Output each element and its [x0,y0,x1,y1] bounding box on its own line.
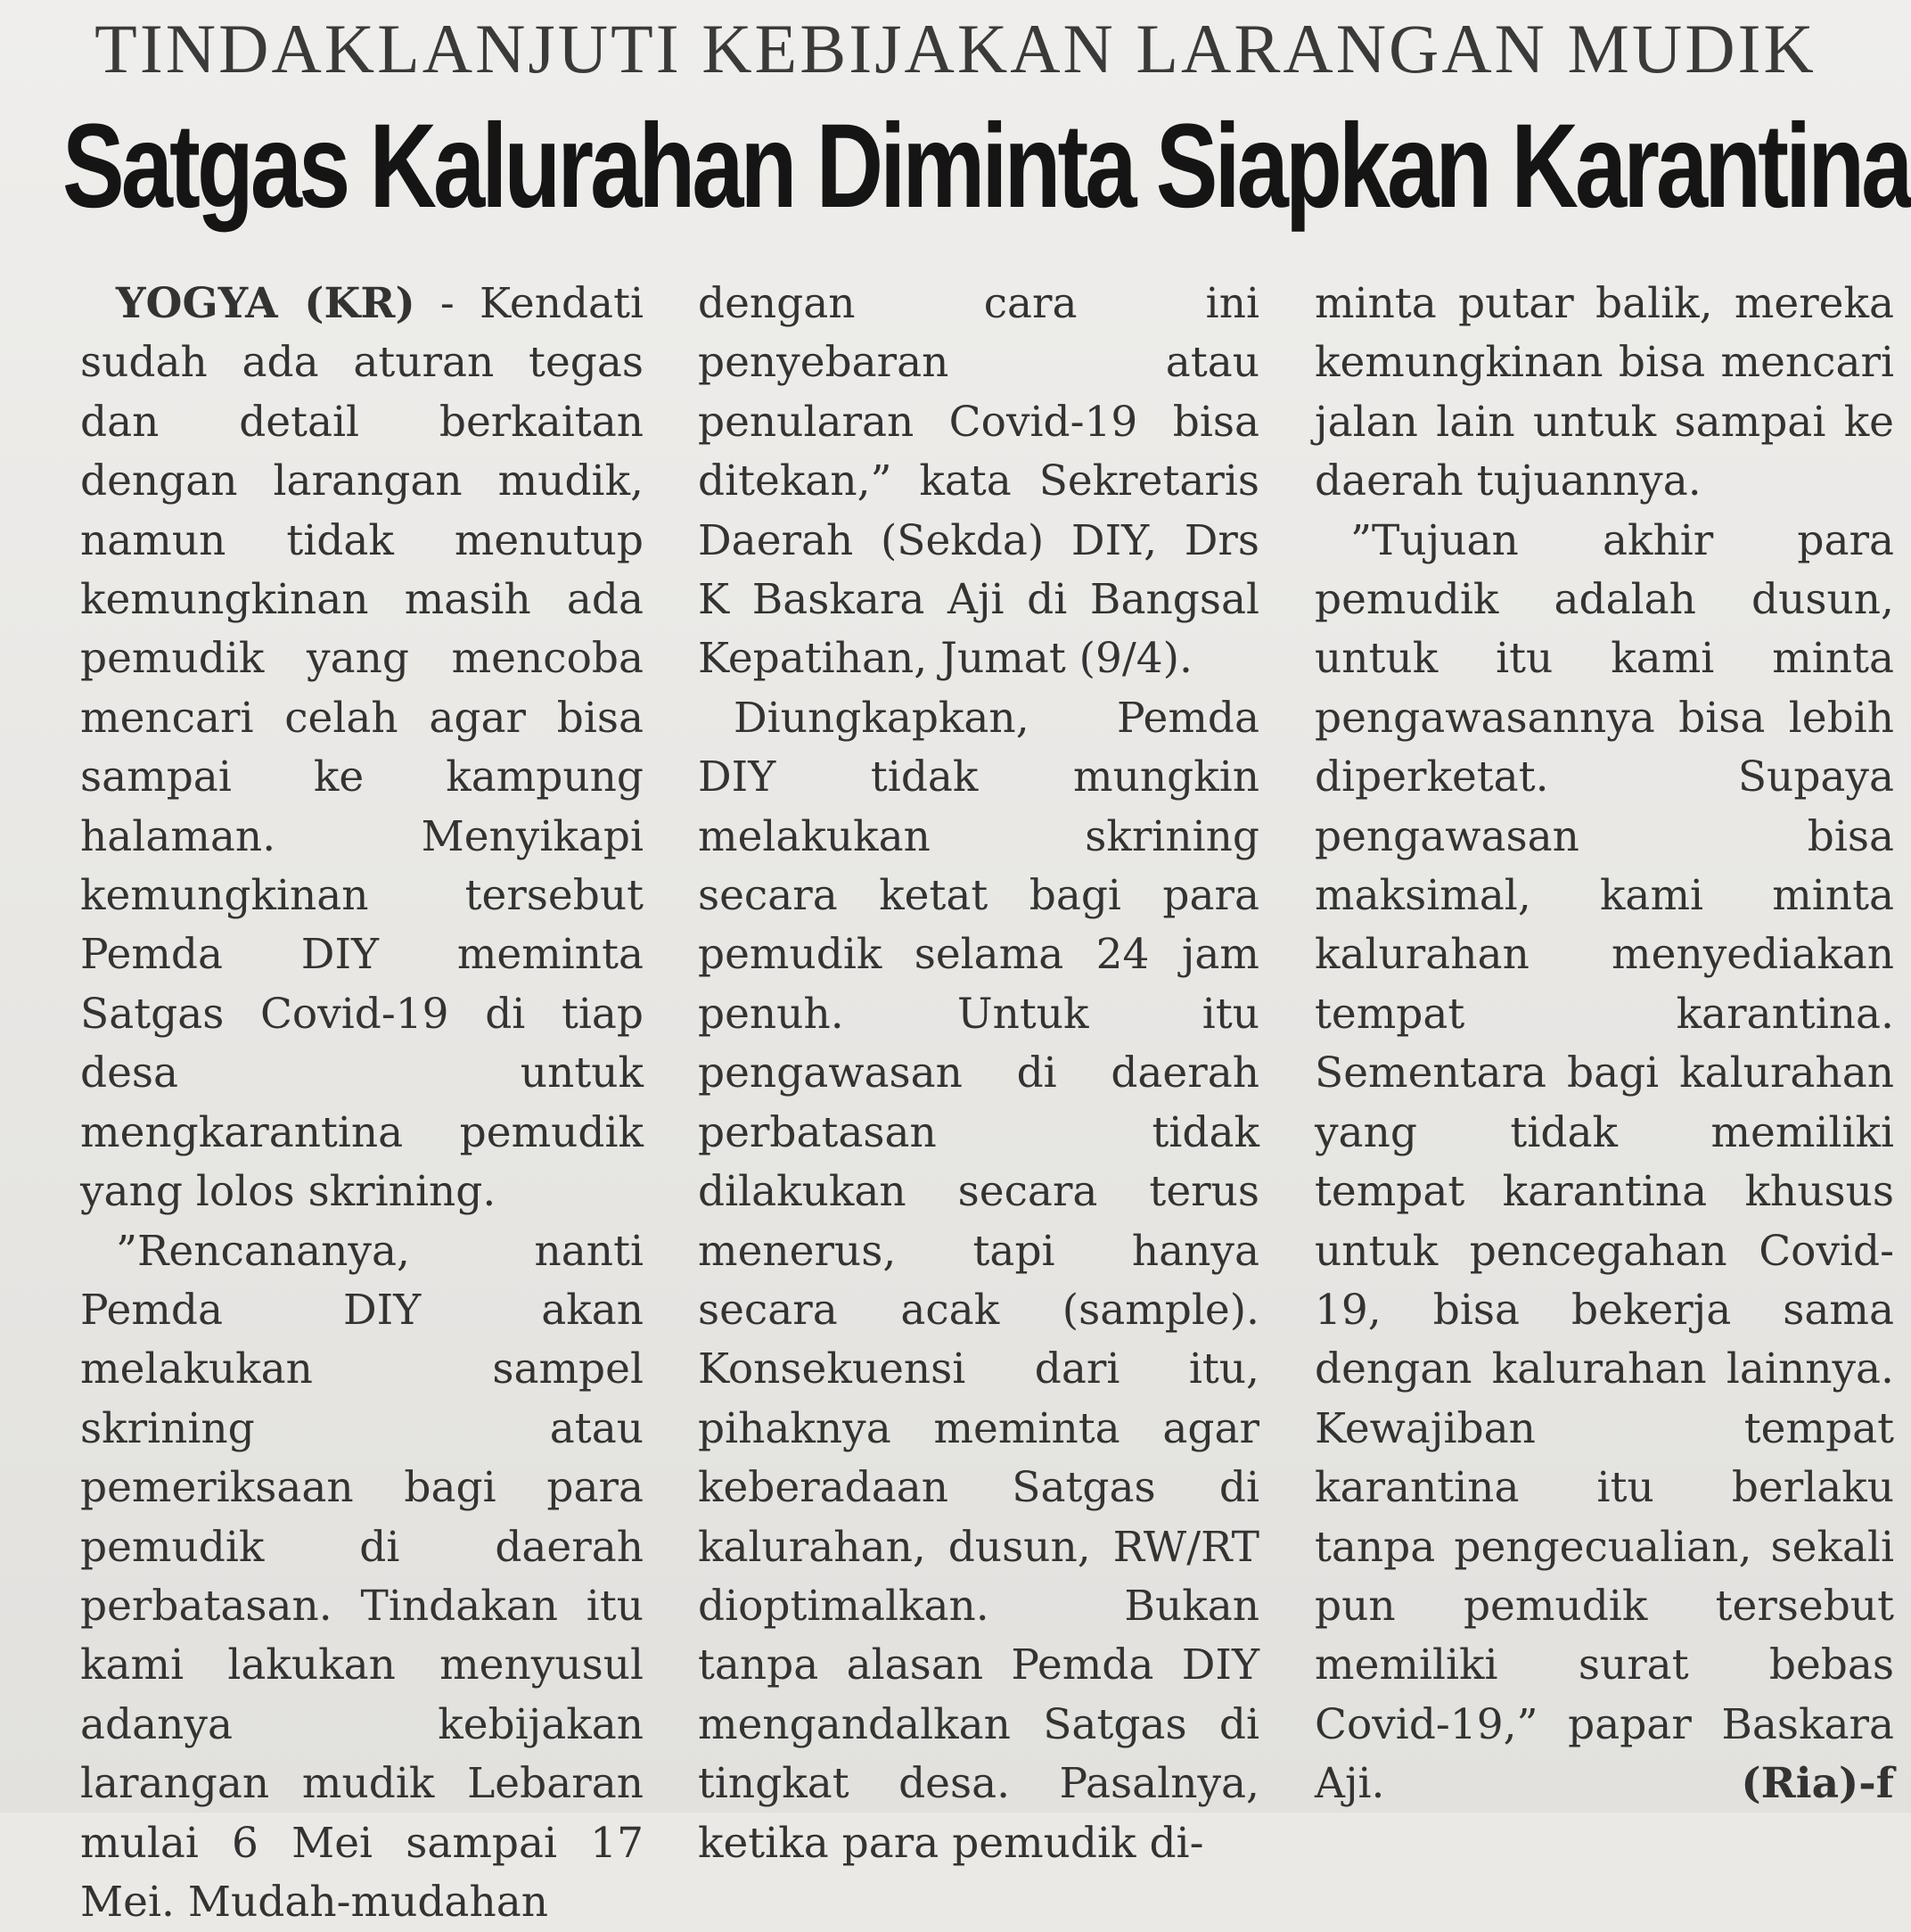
kicker-headline: TINDAKLANJUTI KEBIJAKAN LARANGAN MUDIK [0,9,1911,89]
article-column-2 [698,275,1259,1873]
paragraph: minta putar balik, mereka kemungkinan bisa mencari jalan lain untuk sampai ke daerah tujuannya. [1315,275,1894,512]
author-credit: (Ria)-f [1705,1755,1894,1813]
paragraph: Diungkapkan, Pemda DIY tidak mungkin melakukan skrining secara ketat bagi para pemudik selama 24 jam penuh. Untuk itu pengawasan di daerah perbatasan tidak dilakukan secara terus menerus, tapi hanya secara acak (sample). Konsekuensi dari itu, pihaknya meminta agar keberadaan Satgas di kalurahan, dusun, RW/RT dioptimalkan. Bukan tanpa alasan Pemda DIY mengandalkan Satgas di tingkat desa. Pasalnya, ketika para pemudik di- [698,689,1259,1873]
paragraph [1315,512,1894,1814]
paragraph [80,275,644,1222]
paragraph: dengan cara ini penyebaran atau penularan Covid-19 bisa ditekan,” kata Sekretaris Daerah (Sekda) DIY, Drs K Baskara Aji di Bangsal Kepatihan, Jumat (9/4). [698,275,1259,689]
dateline: YOGYA (KR) [116,279,415,328]
paragraph-text: ”Tujuan akhir para pemudik adalah dusun, untuk itu kami minta pengawasannya bisa lebih diperketat. Supaya pengawasan bisa maksimal, kami minta kalurahan menyediakan tempat karantina. Sementara bagi kalurahan yang tidak memiliki tempat karantina khusus untuk pencegahan Covid-19, bisa bekerja sama dengan kalurahan lainnya. Kewajiban tempat karantina itu berlaku tanpa pengecualian, sekali pun pemudik tersebut memiliki surat bebas Covid-19,” papar Baskara Aji. [1315,516,1894,1809]
paragraph-text: - Kendati sudah ada aturan tegas dan detail berkaitan dengan larangan mudik, namun tidak menutup kemungkinan masih ada pemudik yang mencoba mencari celah agar bisa sampai ke kampung halaman. Menyikapi kemungkinan tersebut Pemda DIY meminta Satgas Covid-19 di tiap desa untuk mengkarantina pemudik yang lolos skrining. [80,279,644,1216]
paragraph: ”Rencananya, nanti Pemda DIY akan melakukan sampel skrining atau pemeriksaan bagi para pemudik di daerah perbatasan. Tindakan itu kami lakukan menyusul adanya kebijakan larangan mudik Lebaran mulai 6 Mei sampai 17 Mei. Mudah-mudahan [80,1222,644,1932]
main-headline: Satgas Kalurahan Diminta Siapkan Karantina [62,100,1488,234]
article-column-1 [80,275,644,1932]
article-column-3 [1315,275,1894,1814]
